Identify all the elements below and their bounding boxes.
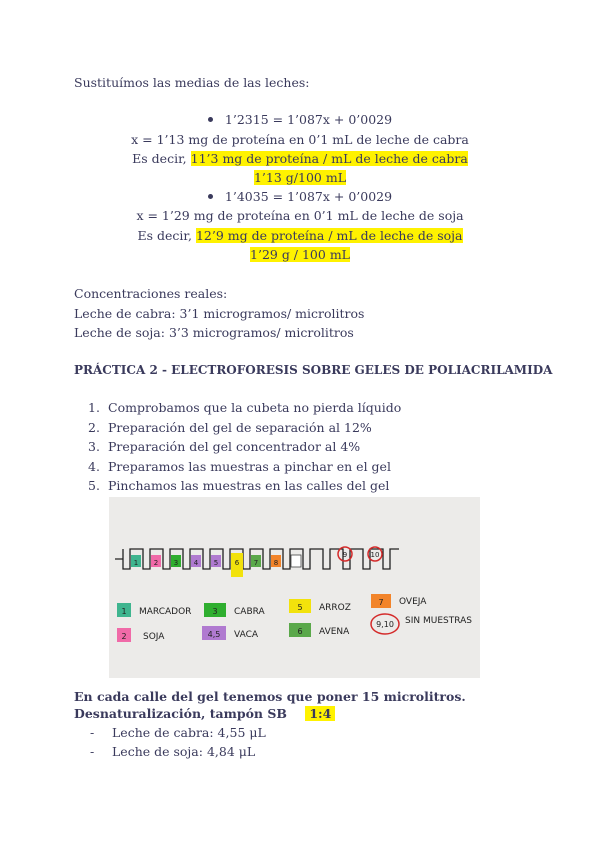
step-text: Preparación del gel concentrador al 4% — [108, 439, 361, 454]
legend-number: 9,10 — [376, 620, 394, 629]
step-text: Pinchamos las muestras en las calles del gel — [108, 478, 390, 493]
step-number: 5. — [88, 478, 100, 493]
soy-es-decir — [0, 228, 600, 243]
volume-text: Leche de soja: 4,84 μL — [112, 744, 256, 759]
desnat-line — [74, 706, 335, 721]
legend-number: 3 — [212, 607, 218, 616]
well-sticker — [291, 555, 301, 567]
bullet-icon — [208, 194, 213, 199]
list-item — [88, 457, 401, 477]
legend-label: SIN MUESTRAS — [405, 616, 472, 626]
legend-number: 6 — [297, 627, 303, 636]
soy-g100 — [0, 247, 600, 262]
legend-label: AVENA — [319, 627, 350, 637]
intro-text: Sustituímos las medias de las leches: — [74, 75, 310, 90]
soy-equation — [0, 189, 600, 204]
dash-marker: - — [90, 744, 95, 759]
list-item — [88, 437, 401, 457]
well-number: 9 — [342, 551, 348, 559]
well-number: 2 — [153, 559, 159, 567]
soy-equation-text: 1’4035 = 1’087x + 0’0029 — [224, 189, 393, 204]
step-text: Comprobamos que la cubeta no pierda líquido — [108, 400, 402, 415]
goat-equation-text: 1’2315 = 1’087x + 0’0029 — [224, 112, 393, 127]
legend-number: 2 — [121, 632, 127, 641]
well-number: 8 — [273, 559, 279, 567]
step-number: 3. — [88, 439, 100, 454]
real-soy: Leche de soja: 3’3 microgramos/ microlitros — [74, 325, 354, 340]
goat-es-decir — [0, 151, 600, 166]
legend-label: CABRA — [234, 607, 265, 617]
steps-list — [88, 398, 401, 496]
well-number: 4 — [193, 559, 199, 567]
legend-label: MARCADOR — [139, 607, 192, 617]
es-decir-label: Es decir, — [132, 151, 191, 166]
list-item — [88, 418, 401, 438]
list-item — [90, 723, 266, 742]
es-decir-label: Es decir, — [137, 228, 196, 243]
goat-g100 — [0, 170, 600, 185]
goat-g100-text: 1’13 g/100 mL — [253, 170, 346, 185]
practica-heading: PRÁCTICA 2 - ELECTROFORESIS SOBRE GELES DE POLIACRILAMIDA — [74, 363, 553, 377]
list-item — [88, 398, 401, 418]
soy-g100-text: 1’29 g / 100 mL — [250, 247, 350, 262]
well-number: 1 — [133, 559, 139, 567]
well-number: 3 — [173, 559, 179, 567]
list-item — [88, 476, 401, 496]
real-title: Concentraciones reales: — [74, 286, 228, 301]
list-item — [90, 742, 266, 761]
volume-text: Leche de cabra: 4,55 μL — [112, 725, 266, 740]
well-number: 7 — [253, 559, 259, 567]
desnat-label: Desnaturalización, tampón SB — [74, 706, 287, 721]
well-number: 10 — [370, 551, 380, 559]
dash-marker: - — [90, 725, 95, 740]
legend-label: ARROZ — [319, 603, 351, 613]
step-text: Preparación del gel de separación al 12% — [108, 419, 372, 435]
desnat-ratio: 1:4 — [305, 706, 335, 721]
well-number: 6 — [234, 559, 240, 567]
volumes-list — [90, 723, 266, 761]
goat-highlight: 11’3 mg de proteína / mL de leche de cabra — [190, 151, 468, 166]
step-number: 1. — [88, 400, 100, 415]
step-text: Preparamos las muestras a pinchar en el gel — [108, 458, 391, 474]
legend-number: 7 — [378, 598, 384, 607]
soy-x-line: x = 1’29 mg de proteína en 0’1 mL de leche de soja — [136, 208, 464, 223]
step-number: 4. — [88, 458, 100, 474]
well-number: 5 — [213, 559, 219, 567]
legend-label: OVEJA — [399, 597, 427, 607]
bullet-icon — [208, 117, 213, 122]
goat-equation — [0, 112, 600, 127]
real-goat: Leche de cabra: 3’1 microgramos/ microlitros — [74, 306, 365, 321]
legend-label: VACA — [234, 630, 259, 640]
legend-number: 5 — [297, 603, 303, 612]
gel-photo — [109, 497, 480, 678]
step-number: 2. — [88, 419, 100, 435]
legend-label: SOJA — [143, 632, 165, 642]
goat-x-line: x = 1’13 mg de proteína en 0’1 mL de leche de cabra — [131, 132, 469, 147]
legend-number: 4,5 — [207, 630, 221, 639]
legend-number: 1 — [121, 607, 127, 616]
gel-diagram — [109, 497, 480, 678]
soy-highlight: 12’9 mg de proteína / mL de leche de soja — [195, 228, 463, 243]
calle-text: En cada calle del gel tenemos que poner 15 microlitros. — [74, 689, 466, 704]
